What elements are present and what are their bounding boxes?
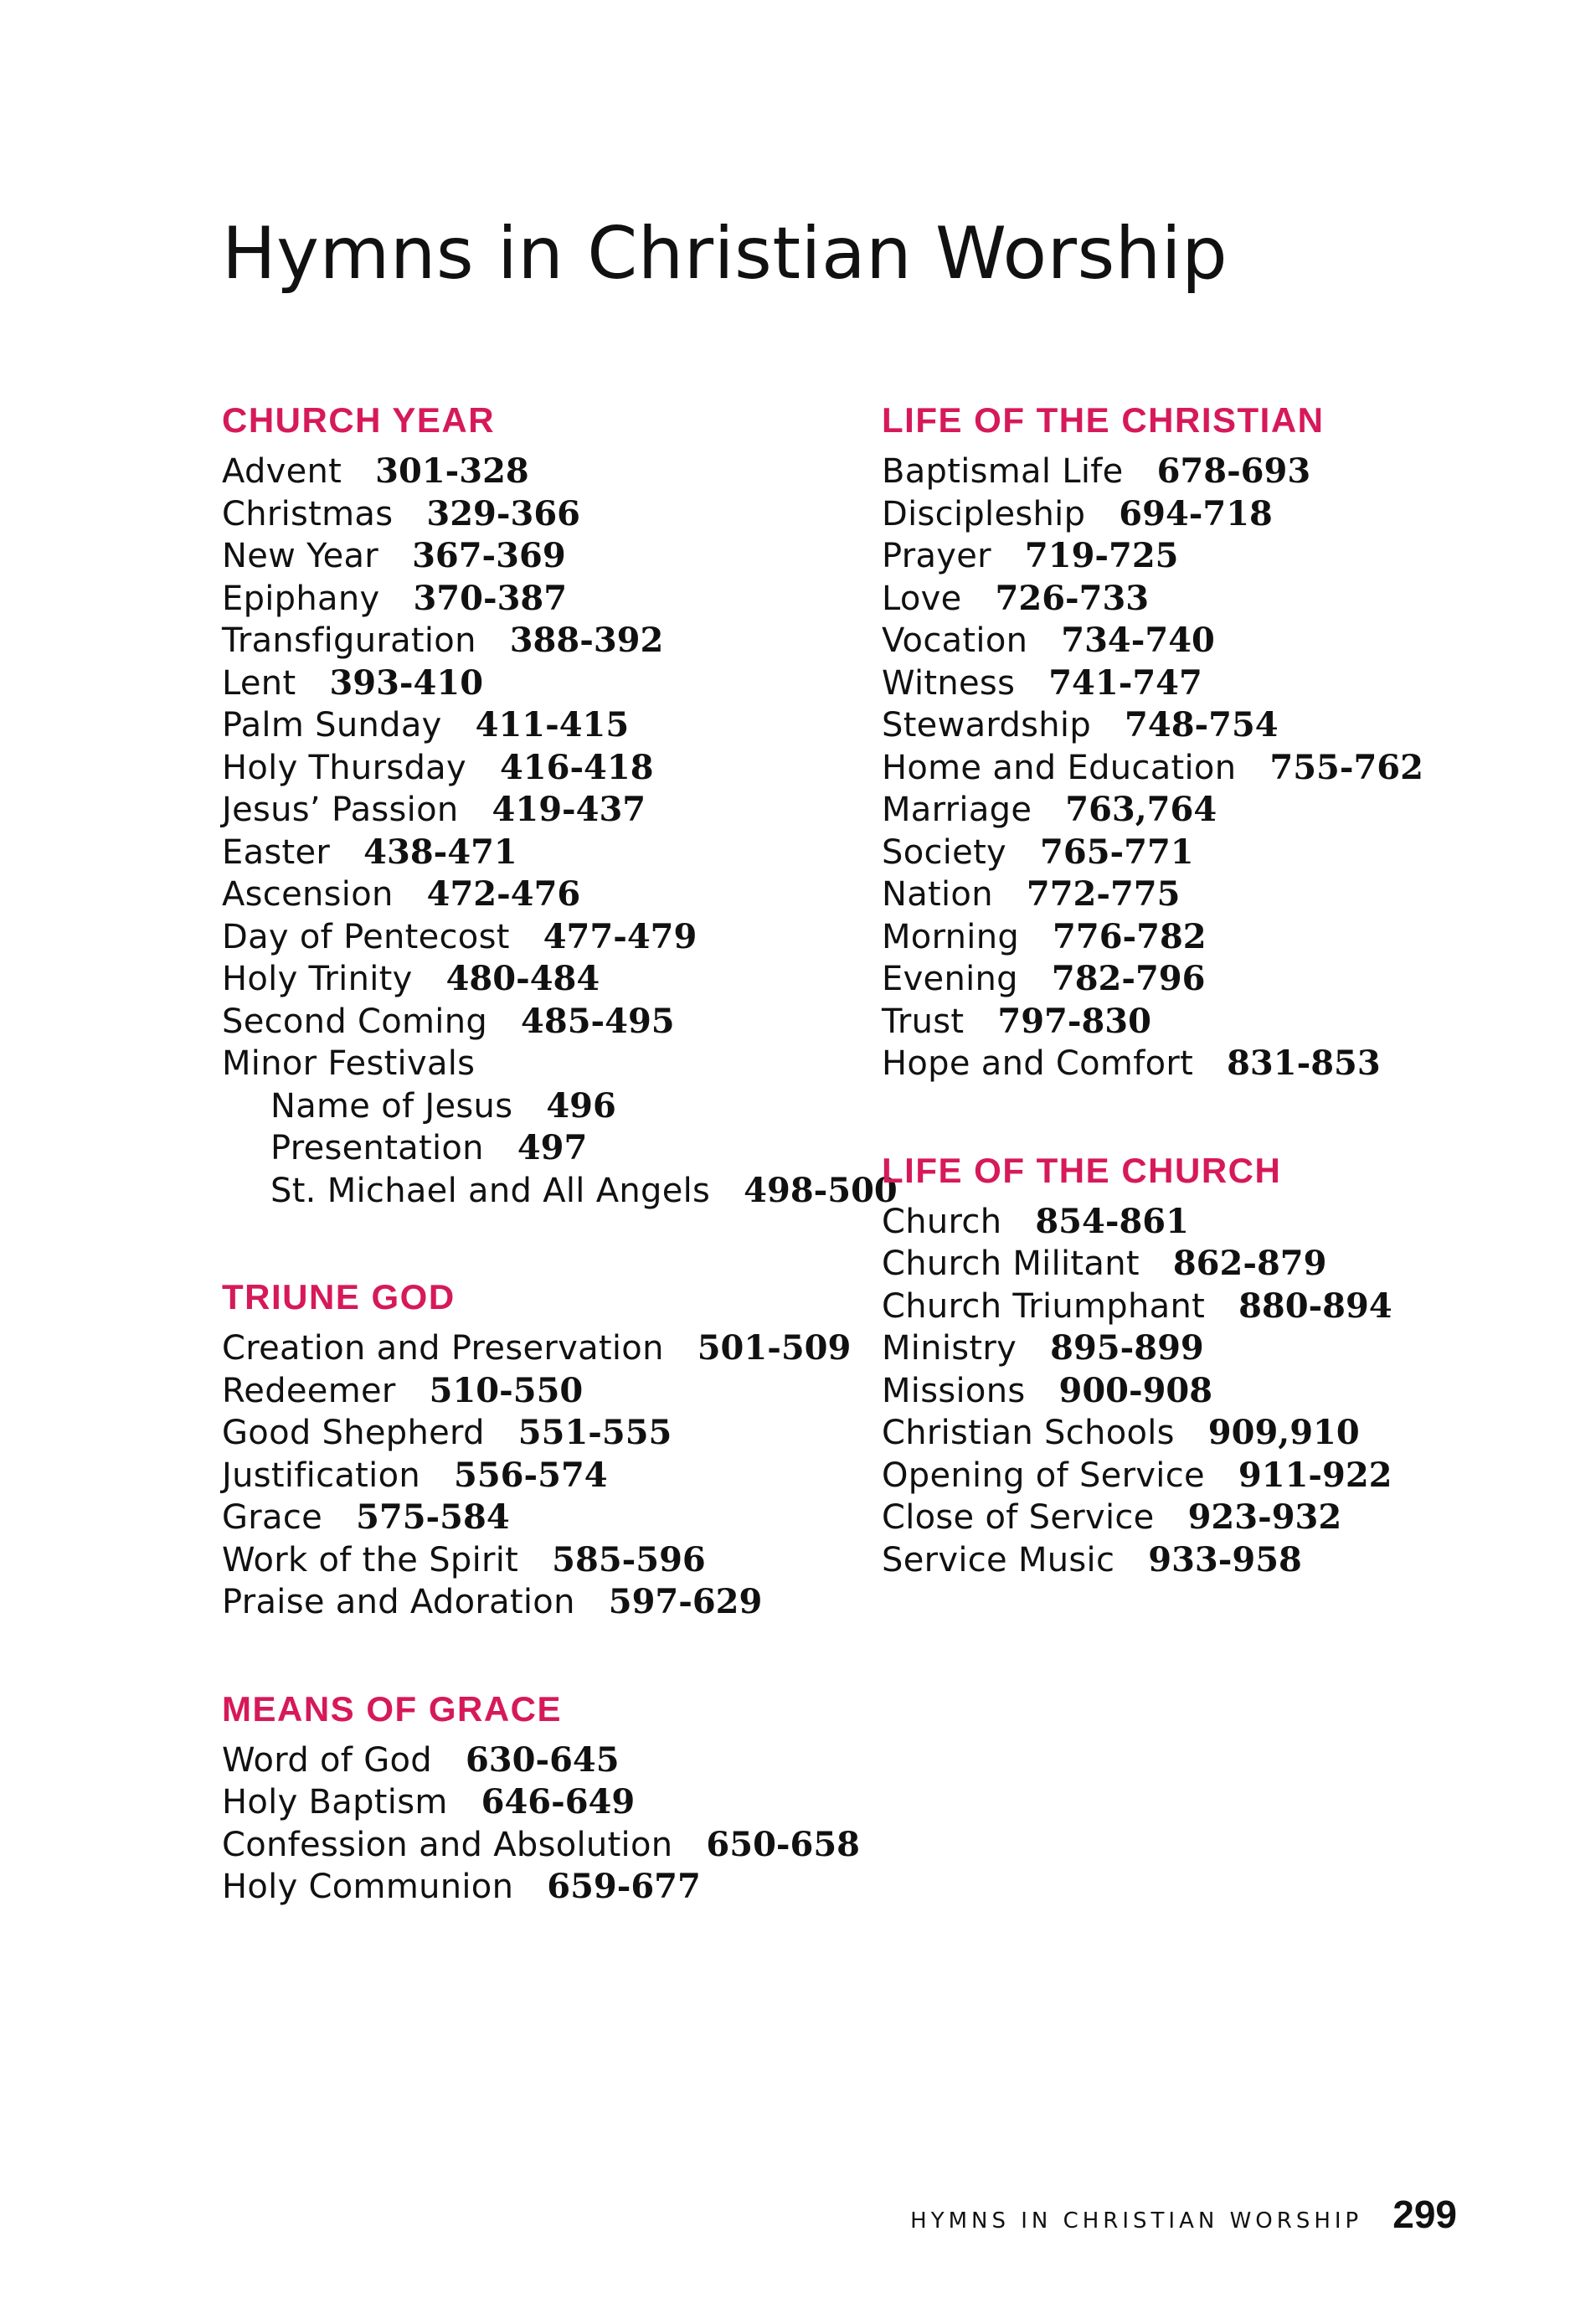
hymn-range: 831-853 xyxy=(1227,1043,1381,1083)
entry-label: Hope and Comfort xyxy=(882,1044,1194,1083)
entry-label: Society xyxy=(882,832,1007,872)
index-entry xyxy=(222,578,858,621)
left-column xyxy=(222,400,898,1974)
hymn-range: 329-366 xyxy=(426,493,580,533)
index-entry xyxy=(882,1043,1535,1085)
index-entry xyxy=(222,1370,858,1413)
index-entry xyxy=(882,662,1535,705)
section-heading: MEANS OF GRACE xyxy=(222,1688,563,1729)
index-entry xyxy=(882,1539,1535,1582)
hymn-range: 741-747 xyxy=(1048,662,1202,703)
index-entry xyxy=(222,873,858,916)
entry-label: Christian Schools xyxy=(882,1414,1175,1452)
index-subentry xyxy=(222,1127,858,1170)
entry-label: Work of the Spirit xyxy=(222,1540,519,1579)
hymn-range: 388-392 xyxy=(509,621,664,660)
hymn-range: 597-629 xyxy=(608,1582,763,1621)
entry-label: Palm Sunday xyxy=(222,706,442,745)
entry-label: Opening of Service xyxy=(882,1456,1205,1495)
index-entry xyxy=(222,1455,858,1497)
hymn-range: 485-495 xyxy=(521,1001,675,1041)
hymn-range: 393-410 xyxy=(329,662,484,703)
hymn-range: 748-754 xyxy=(1125,705,1279,745)
hymn-range: 496 xyxy=(546,1085,616,1126)
hymn-range: 650-658 xyxy=(706,1824,860,1864)
entry-label: Minor Festivals xyxy=(222,1044,476,1083)
index-entry xyxy=(882,493,1535,536)
entry-label: Transfiguration xyxy=(222,621,476,660)
entry-label: Ascension xyxy=(222,875,394,914)
hymn-range: 734-740 xyxy=(1061,621,1215,660)
section-means-of-grace xyxy=(222,1689,858,1909)
section-church-year xyxy=(222,400,898,1212)
entry-label: Service Music xyxy=(882,1540,1115,1579)
index-entry xyxy=(882,535,1535,578)
hymn-range: 498-500 xyxy=(744,1170,898,1210)
entry-label: Marriage xyxy=(882,791,1032,829)
hymn-range: 797-830 xyxy=(997,1001,1151,1041)
section-heading: CHURCH YEAR xyxy=(222,400,496,440)
page-title: Hymns in Christian Worship xyxy=(222,212,1228,296)
index-entry xyxy=(882,1327,1535,1370)
entry-label: Morning xyxy=(882,917,1020,956)
entry-label: Epiphany xyxy=(222,579,380,618)
index-entry xyxy=(882,1201,1535,1244)
hymn-range: 659-677 xyxy=(547,1867,701,1906)
index-subentry xyxy=(222,1085,858,1128)
hymn-range: 895-899 xyxy=(1050,1328,1204,1368)
entry-label: Lent xyxy=(222,663,296,703)
index-entry xyxy=(882,1243,1535,1286)
entry-label: Second Coming xyxy=(222,1002,488,1041)
hymn-range: 880-894 xyxy=(1238,1286,1392,1326)
hymn-range: 772-775 xyxy=(1026,874,1181,914)
entry-label: Word of God xyxy=(222,1740,432,1780)
hymn-range: 419-437 xyxy=(492,790,646,829)
hymn-range: 477-479 xyxy=(543,916,697,956)
running-head: HYMNS IN CHRISTIAN WORSHIP xyxy=(910,2208,1363,2234)
index-entry xyxy=(882,916,1535,959)
section-heading: LIFE OF THE CHRISTIAN xyxy=(882,400,1325,440)
section-life-of-the-church xyxy=(882,1151,1535,1582)
entry-label: Confession and Absolution xyxy=(222,1825,673,1864)
hymn-range: 933-958 xyxy=(1148,1539,1302,1579)
hymn-range: 551-555 xyxy=(517,1413,672,1452)
entry-label: Good Shepherd xyxy=(222,1414,485,1452)
entry-label: Day of Pentecost xyxy=(222,917,510,956)
section-heading: TRIUNE GOD xyxy=(222,1277,456,1317)
hymn-range: 765-771 xyxy=(1040,832,1194,872)
index-entry xyxy=(882,451,1535,493)
entry-label: Prayer xyxy=(882,537,991,575)
index-entry xyxy=(882,1497,1535,1539)
entry-label: Missions xyxy=(882,1371,1026,1410)
index-entry xyxy=(222,789,858,832)
page-footer xyxy=(910,2192,1457,2237)
index-entry xyxy=(222,958,858,1001)
section-triune-god xyxy=(222,1277,858,1624)
entry-label: Home and Education xyxy=(882,748,1237,787)
index-entry xyxy=(222,747,858,790)
index-entry xyxy=(882,873,1535,916)
index-entry xyxy=(882,747,1535,790)
index-entry xyxy=(222,916,858,959)
index-entry xyxy=(882,958,1535,1001)
index-entry xyxy=(882,704,1535,747)
hymn-range: 585-596 xyxy=(552,1539,706,1579)
entry-label: Trust xyxy=(882,1002,965,1041)
entry-label: Ministry xyxy=(882,1329,1017,1368)
index-entry xyxy=(222,493,858,536)
index-entry xyxy=(222,1539,858,1582)
entry-label: Love xyxy=(882,579,962,618)
hymn-range: 556-574 xyxy=(454,1455,608,1495)
hymn-range: 900-908 xyxy=(1058,1370,1213,1410)
entry-label: New Year xyxy=(222,537,379,575)
index-entry xyxy=(882,832,1535,874)
entry-label: Christmas xyxy=(222,494,394,533)
hymn-range: 472-476 xyxy=(426,874,581,914)
section-life-of-the-christian xyxy=(882,400,1535,1085)
index-entry xyxy=(882,1412,1535,1455)
hymn-range: 854-861 xyxy=(1035,1201,1189,1241)
right-column xyxy=(882,400,1535,1646)
entry-label: Holy Baptism xyxy=(222,1783,448,1822)
entry-label: Praise and Adoration xyxy=(222,1583,575,1621)
index-entry xyxy=(882,789,1535,832)
index-entry xyxy=(222,620,858,662)
hymn-range: 416-418 xyxy=(499,747,654,787)
hymn-range: 909,910 xyxy=(1207,1413,1360,1452)
hymn-range: 575-584 xyxy=(356,1497,510,1537)
index-entry xyxy=(222,1327,858,1370)
index-entry xyxy=(222,1412,858,1455)
hymn-range: 923-932 xyxy=(1187,1497,1342,1537)
entry-label: Witness xyxy=(882,663,1016,703)
hymn-range: 510-550 xyxy=(429,1370,584,1410)
entry-label: Presentation xyxy=(270,1129,484,1167)
index-subentry xyxy=(222,1170,898,1213)
index-entry xyxy=(882,620,1535,662)
index-entry xyxy=(222,662,858,705)
entry-label: Church Militant xyxy=(882,1244,1140,1283)
hymn-range: 862-879 xyxy=(1172,1244,1327,1283)
entry-label: Holy Communion xyxy=(222,1868,514,1906)
page-number: 299 xyxy=(1392,2193,1457,2236)
index-entry xyxy=(882,1286,1535,1328)
entry-label: Holy Thursday xyxy=(222,748,466,787)
hymn-range: 646-649 xyxy=(481,1782,636,1822)
hymn-range: 630-645 xyxy=(465,1739,620,1780)
hymn-range: 694-718 xyxy=(1119,493,1273,533)
entry-label: Name of Jesus xyxy=(270,1086,513,1126)
hymn-range: 763,764 xyxy=(1065,790,1217,829)
index-entry xyxy=(222,1739,858,1782)
entry-label: Holy Trinity xyxy=(222,960,413,998)
hymn-range: 911-922 xyxy=(1238,1455,1392,1495)
entry-label: Church xyxy=(882,1202,1002,1241)
index-entry xyxy=(222,535,858,578)
hymn-range: 678-693 xyxy=(1156,451,1311,491)
entry-label: Easter xyxy=(222,832,331,872)
entry-label: Nation xyxy=(882,875,993,914)
entry-label: Evening xyxy=(882,960,1018,998)
entry-label: Church Triumphant xyxy=(882,1286,1206,1326)
hymn-range: 726-733 xyxy=(995,578,1150,618)
entry-label: Grace xyxy=(222,1498,323,1537)
entry-label: Redeemer xyxy=(222,1371,396,1410)
entry-label: Jesus’ Passion xyxy=(222,791,459,829)
hymn-range: 501-509 xyxy=(697,1328,852,1368)
hymn-range: 480-484 xyxy=(445,959,600,998)
entry-label: Discipleship xyxy=(882,494,1086,533)
hymn-range: 301-328 xyxy=(375,451,529,491)
entry-label: Baptismal Life xyxy=(882,452,1124,491)
hymn-range: 370-387 xyxy=(413,578,568,618)
index-entry xyxy=(222,1824,858,1867)
index-entry xyxy=(222,1001,858,1043)
hymn-range: 367-369 xyxy=(412,536,566,575)
hymn-range: 782-796 xyxy=(1051,959,1206,998)
hymn-range: 719-725 xyxy=(1024,536,1179,575)
entry-label: Close of Service xyxy=(882,1498,1155,1537)
hymn-range: 497 xyxy=(517,1128,588,1167)
hymn-range: 776-782 xyxy=(1053,916,1207,956)
index-entry xyxy=(222,451,858,493)
hymn-range: 755-762 xyxy=(1269,747,1423,787)
index-entry xyxy=(882,1455,1535,1497)
entry-label: Justification xyxy=(222,1456,421,1495)
entry-label: Stewardship xyxy=(882,706,1092,745)
index-entry xyxy=(222,1497,858,1539)
index-entry xyxy=(222,1043,858,1085)
entry-label: Advent xyxy=(222,452,342,491)
index-entry xyxy=(882,578,1535,621)
section-heading: LIFE OF THE CHURCH xyxy=(882,1150,1282,1190)
hymn-range: 411-415 xyxy=(475,705,630,745)
index-entry xyxy=(882,1370,1535,1413)
entry-label: Creation and Preservation xyxy=(222,1329,664,1368)
index-entry xyxy=(222,1581,858,1624)
index-entry xyxy=(222,1781,858,1824)
hymn-range: 438-471 xyxy=(363,832,517,872)
index-entry xyxy=(222,1866,858,1909)
entry-label: Vocation xyxy=(882,621,1028,660)
index-entry xyxy=(222,704,858,747)
index-entry xyxy=(222,832,858,874)
entry-label: St. Michael and All Angels xyxy=(270,1171,711,1210)
index-entry xyxy=(882,1001,1535,1043)
